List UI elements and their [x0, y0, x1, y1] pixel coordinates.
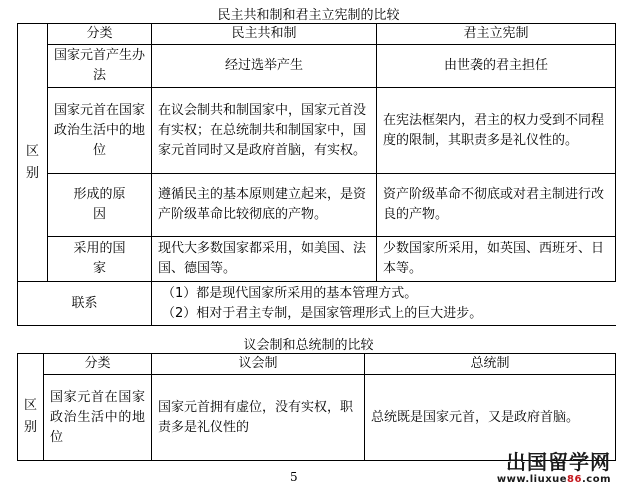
group-label-difference [18, 375, 44, 461]
watermark-url [497, 475, 611, 485]
row-label: 国家元首在国家政治生活中的地位 [44, 375, 152, 461]
row-label: 采用的国家 [48, 237, 152, 282]
corner-cell [18, 354, 44, 375]
table-header-row [18, 354, 616, 375]
cell-republic: 经过选举产生 [152, 45, 377, 88]
table-row [18, 174, 616, 237]
table1-title: 民主共和制和君主立宪制的比较 [217, 8, 400, 23]
row-label: 形成的原因 [48, 174, 152, 237]
table-row [18, 88, 616, 174]
connection-item: （2）相对于君主专制，是国家管理形式上的巨大进步。 [162, 305, 483, 321]
cell-monarchy: 在宪法框架内，君主的权力受到不同程度的限制，其职责多是礼仪性的。 [377, 88, 616, 174]
cell-presidential: 总统既是国家元首，又是政府首脑。 [365, 375, 616, 461]
watermark-url-number: 86 [567, 474, 582, 485]
header-republic: 民主共和制 [152, 24, 377, 45]
table-header-row [18, 24, 616, 45]
row-label: 国家元首产生办法 [48, 45, 152, 88]
connection-item: （1）都是现代国家所采用的基本管理方式。 [162, 285, 418, 301]
site-watermark [497, 452, 611, 485]
header-category: 分类 [48, 24, 152, 45]
page-number: 5 [290, 470, 298, 484]
cell-republic: 现代大多数国家都采用，如美国、法国、德国等。 [152, 237, 377, 282]
header-category: 分类 [44, 354, 152, 375]
cell-monarchy: 少数国家所采用，如英国、西班牙、日本等。 [377, 237, 616, 282]
row-label: 国家元首在国家政治生活中的地位 [48, 88, 152, 174]
cell-parliamentary: 国家元首拥有虚位，没有实权，职责多是礼仪性的 [152, 375, 365, 461]
header-presidential: 总统制 [365, 354, 616, 375]
table-row-connection [18, 282, 616, 326]
comparison-table-republic-monarchy [17, 23, 616, 326]
cell-monarchy: 资产阶级革命不彻底或对君主制进行改良的产物。 [377, 174, 616, 237]
table2-title: 议会制和总统制的比较 [243, 338, 374, 353]
corner-cell [18, 24, 48, 45]
connection-label: 联系 [18, 282, 152, 326]
watermark-logo-text: 出国留学网 [506, 450, 611, 474]
group-label-text: 区别 [23, 398, 37, 436]
group-label-text: 区别 [25, 143, 39, 181]
cell-monarchy: 由世袭的君主担任 [377, 45, 616, 88]
connection-content [152, 282, 616, 326]
comparison-table-parliamentary-presidential [17, 353, 616, 461]
table-row [18, 45, 616, 88]
header-parliamentary: 议会制 [152, 354, 365, 375]
cell-republic: 在议会制共和制国家中，国家元首没有实权；在总统制共和制国家中，国家元首同时又是政府首脑，有实权。 [152, 88, 377, 174]
cell-republic: 遵循民主的基本原则建立起来，是资产阶级革命比较彻底的产物。 [152, 174, 377, 237]
watermark-url-prefix: www.liuxue [496, 474, 568, 485]
watermark-url-suffix: .com [581, 474, 611, 485]
header-monarchy: 君主立宪制 [377, 24, 616, 45]
table-row [18, 375, 616, 461]
table-row [18, 237, 616, 282]
group-label-difference [18, 45, 48, 282]
